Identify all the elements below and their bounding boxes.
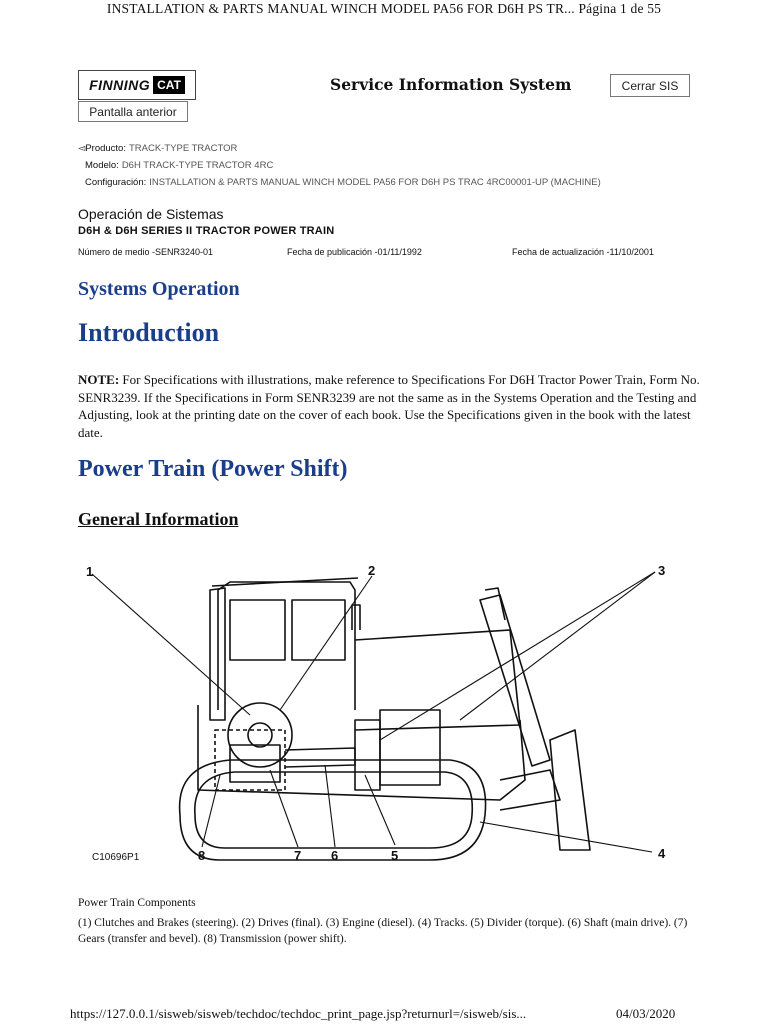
final-drive: [228, 703, 292, 767]
caption-title: Power Train Components: [78, 897, 196, 909]
callout-line-3b: [380, 572, 655, 740]
callout-label-6: 6: [331, 848, 339, 863]
logo-finning-text: FINNING: [89, 77, 151, 93]
note-paragraph: [78, 371, 700, 441]
note-label: NOTE:: [78, 372, 120, 387]
publication-date: Fecha de publicación -01/11/1992: [287, 247, 422, 257]
config-label: Configuración:: [85, 177, 147, 188]
callout-label-3: 3: [658, 563, 666, 578]
config-value: INSTALLATION & PARTS MANUAL WINCH MODEL PA56 FOR D6H PS TRAC 4RC00001-UP (MACHINE): [149, 177, 601, 188]
cab-outline: [218, 582, 355, 710]
callout-label-8: 8: [198, 848, 206, 863]
heading-introduction: Introduction: [78, 318, 220, 347]
config-row: [85, 177, 601, 188]
section-title: Operación de Sistemas: [78, 206, 224, 222]
print-header: INSTALLATION & PARTS MANUAL WINCH MODEL PA56 FOR D6H PS TR... Página 1 de 55: [106, 1, 662, 16]
callout-label-7: 7: [294, 848, 302, 863]
logo-cat-badge: CAT: [153, 76, 185, 94]
callout-label-1: 1: [86, 564, 94, 579]
product-value: TRACK-TYPE TRACTOR: [128, 143, 238, 154]
callout-line-3: [460, 572, 655, 720]
sis-title: Service Information System: [330, 75, 572, 94]
finning-cat-logo: [78, 70, 196, 100]
close-sis-button[interactable]: Cerrar SIS: [610, 74, 690, 97]
callout-line-1: [92, 574, 250, 715]
callout-label-4: 4: [658, 846, 666, 861]
power-train-illustration: [80, 560, 680, 870]
media-number: Número de medio -SENR3240-01: [78, 247, 214, 257]
blade-arm: [500, 770, 560, 810]
back-arrow-icon[interactable]: ◅: [78, 143, 86, 154]
callout-line-6: [325, 765, 335, 847]
heading-power-train: Power Train (Power Shift): [78, 456, 348, 482]
cab-window-left: [230, 600, 285, 660]
cab-window-right: [292, 600, 345, 660]
footer-url: https://127.0.0.1/sisweb/sisweb/techdoc/techdoc_print_page.jsp?returnurl=/sisweb/sis...: [70, 1006, 527, 1021]
model-row: [85, 160, 273, 171]
figure-code: C10696P1: [92, 852, 140, 863]
previous-screen-button[interactable]: Pantalla anterior: [78, 101, 188, 122]
lift-rod: [485, 588, 505, 620]
callout-line-4: [480, 822, 652, 852]
model-label: Modelo:: [85, 160, 119, 171]
exhaust-stack: [352, 605, 360, 630]
doc-subtitle: D6H & D6H SERIES II TRACTOR POWER TRAIN: [78, 225, 335, 237]
caption-text: (1) Clutches and Brakes (steering). (2) Drives (final). (3) Engine (diesel). (4) Tracks. (5) Divider (torque). (6) Shaft (main drive). (7) Gears (transfer and bevel). (8) Transmission (power shift).: [78, 917, 688, 945]
callout-label-5: 5: [391, 848, 399, 863]
final-drive-hub: [248, 723, 272, 747]
callout-line-7: [270, 770, 298, 847]
product-label: Producto:: [85, 143, 126, 154]
model-value: D6H TRACK-TYPE TRACTOR 4RC: [121, 160, 274, 171]
callout-line-8: [202, 775, 220, 847]
product-row: [78, 143, 237, 154]
callout-line-2: [280, 576, 372, 710]
note-text: For Specifications with illustrations, make reference to Specifications For D6H Tractor Power Train, Form No. SENR3239. If the Specifications in Form SENR3239 are not the same as in the Systems Operation and the Testing and Adjusting, look at the printing date on the cover of each book. Use the Specifications given in the book with the latest date.: [78, 372, 700, 440]
update-date: Fecha de actualización -11/10/2001: [512, 247, 654, 257]
heading-general-information: General Information: [78, 509, 239, 529]
callout-label-2: 2: [368, 563, 376, 578]
heading-systems-operation: Systems Operation: [78, 278, 240, 300]
main-drive-shaft: [285, 748, 355, 767]
footer-date: 04/03/2020: [616, 1006, 676, 1021]
